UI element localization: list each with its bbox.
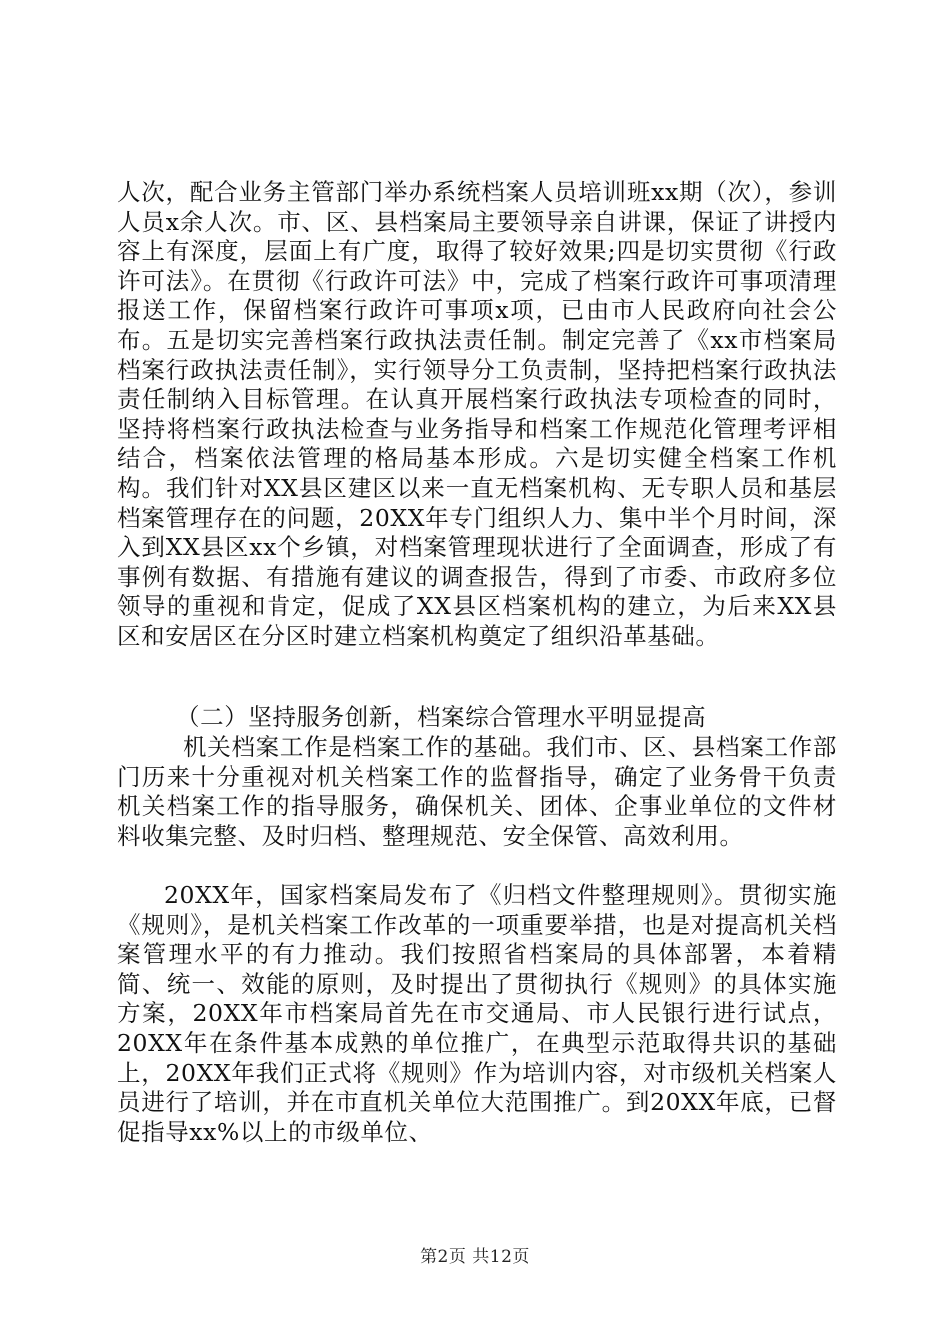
body-paragraph-3: 20XX年，国家档案局发布了《归档文件整理规则》。贯彻实施《规则》，是机关档案工作改革的一项重要举措，也是对提高机关档案管理水平的有力推动。我们按照省档案局的具体部署，本着精简、统一、效能的原则，及时提出了贯彻执行《规则》的具体实施方案，20XX年市档案局首先在市交通局、市人民银行进行试点，20XX年在条件基本成熟的单位推广，在典型示范取得共识的基础上，20XX年我们正式将《规则》作为培训内容，对市级机关档案人员进行了培训，并在市直机关单位大范围推广。到20XX年底，已督促指导xx%以上的市级单位、 (117, 881, 837, 1146)
section-heading: （二）坚持服务创新，档案综合管理水平明显提高 (176, 703, 707, 731)
body-paragraph-1: 人次，配合业务主管部门举办系统档案人员培训班xx期（次），参训人员x余人次。市、区、县档案局主要领导亲自讲课，保证了讲授内容上有深度，层面上有广度，取得了较好效果;四是切实贯彻《行政许可法》。在贯彻《行政许可法》中，完成了档案行政许可事项清理报送工作，保留档案行政许可事项x项，已由市人民政府向社会公布。五是切实完善档案行政执法责任制。制定完善了《xx市档案局档案行政执法责任制》，实行领导分工负责制，坚持把档案行政执法责任制纳入目标管理。在认真开展档案行政执法专项检查的同时，坚持将档案行政执法检查与业务指导和档案工作规范化管理考评相结合，档案依法管理的格局基本形成。六是切实健全档案工作机构。我们针对XX县区建区以来一直无档案机构、无专职人员和基层档案管理存在的问题，20XX年专门组织人力、集中半个月时间，深入到XX县区xx个乡镇，对档案管理现状进行了全面调查，形成了有事例有数据、有措施有建议的调查报告，得到了市委、市政府多位领导的重视和肯定，促成了XX县区档案机构的建立，为后来XX县区和安居区在分区时建立档案机构奠定了组织沿革基础。 (117, 178, 837, 650)
body-paragraph-2: 机关档案工作是档案工作的基础。我们市、区、县档案工作部门历来十分重视对机关档案工作的监督指导，确定了业务骨干负责机关档案工作的指导服务，确保机关、团体、企事业单位的文件材料收集完整、及时归档、整理规范、安全保管、高效利用。 (117, 733, 837, 850)
page-footer: 第2页 共12页 (420, 1247, 530, 1267)
